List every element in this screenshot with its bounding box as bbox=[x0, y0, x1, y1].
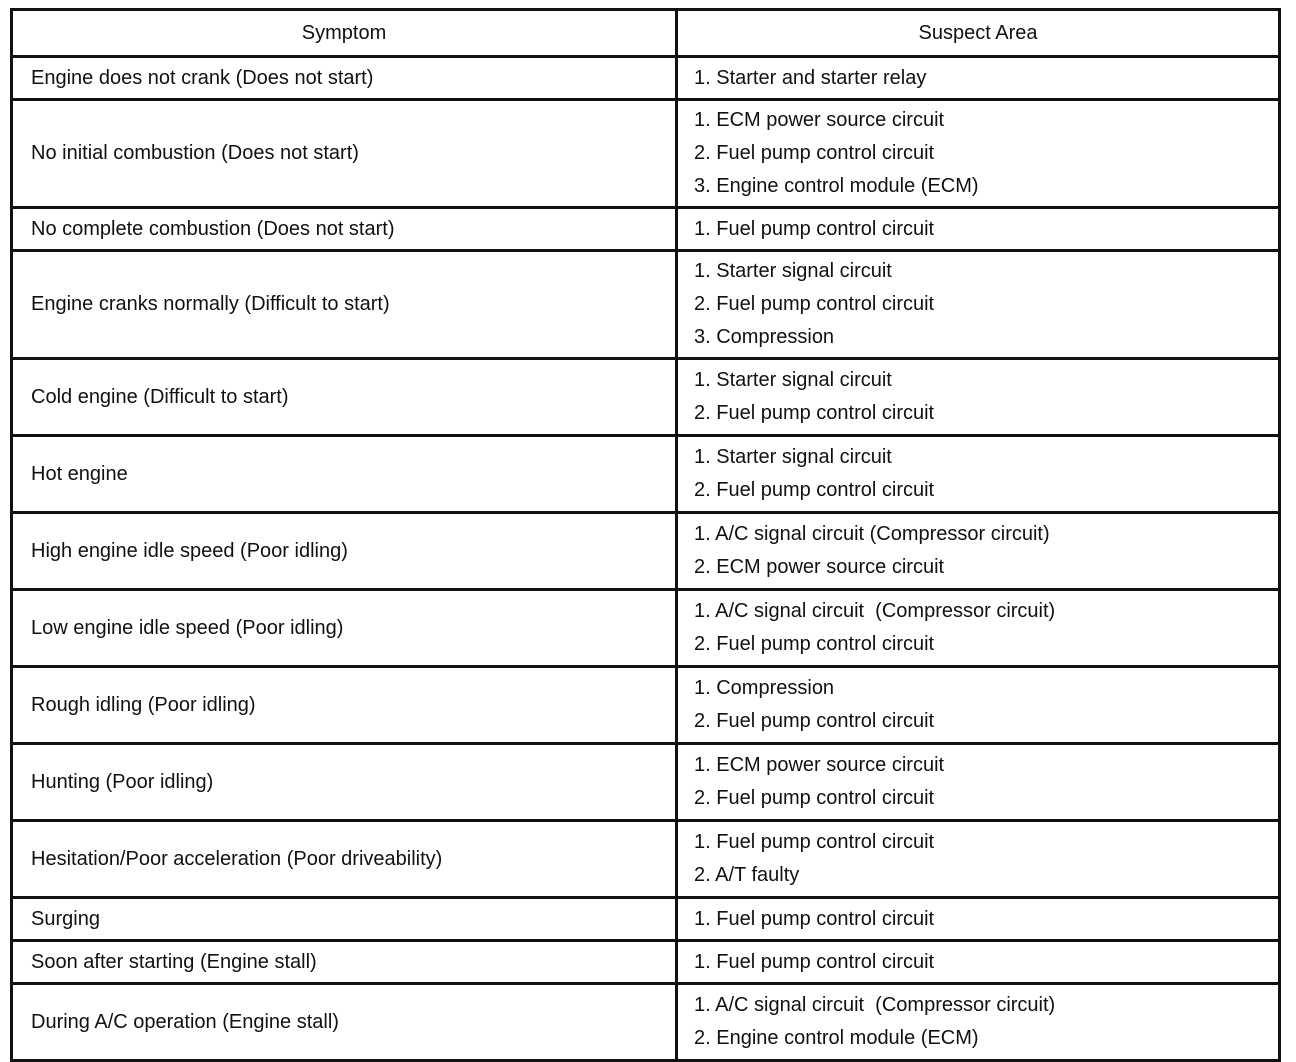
symptom-text: During A/C operation (Engine stall) bbox=[31, 1010, 339, 1033]
table-row bbox=[12, 590, 1280, 667]
table-row bbox=[12, 57, 1280, 100]
symptom-cell bbox=[12, 590, 677, 667]
table-row bbox=[12, 898, 1280, 941]
suspect-area-item: 3. Compression bbox=[694, 326, 835, 348]
suspect-area-item: 3. Engine control module (ECM) bbox=[694, 175, 979, 197]
symptom-cell bbox=[12, 667, 677, 744]
suspect-area-item: 1. Starter and starter relay bbox=[694, 66, 927, 89]
suspect-area-item: 1. Compression bbox=[694, 677, 835, 699]
table-body bbox=[12, 57, 1280, 1061]
suspect-area-item: 1. ECM power source circuit bbox=[694, 754, 945, 776]
suspect-area-cell bbox=[677, 941, 1280, 984]
symptom-cell bbox=[12, 941, 677, 984]
symptom-cell bbox=[12, 821, 677, 898]
suspect-area-item: 2. Fuel pump control circuit bbox=[694, 479, 935, 501]
suspect-area-cell bbox=[677, 359, 1280, 436]
suspect-area-item: 2. Fuel pump control circuit bbox=[694, 710, 935, 732]
suspect-area-item: 1. Starter signal circuit bbox=[694, 369, 892, 391]
table-row bbox=[12, 436, 1280, 513]
suspect-area-item: 1. A/C signal circuit (Compressor circuit) bbox=[694, 994, 1056, 1016]
suspect-area-cell bbox=[677, 57, 1280, 100]
suspect-area-cell bbox=[677, 898, 1280, 941]
suspect-area-item: 1. Fuel pump control circuit bbox=[694, 907, 935, 930]
suspect-area-cell bbox=[677, 984, 1280, 1061]
suspect-area-cell bbox=[677, 100, 1280, 208]
suspect-area-item: 2. Fuel pump control circuit bbox=[694, 293, 935, 315]
suspect-area-item: 1. A/C signal circuit (Compressor circuit) bbox=[694, 523, 1050, 545]
symptom-text: Engine cranks normally (Difficult to start) bbox=[31, 293, 390, 315]
symptom-cell bbox=[12, 436, 677, 513]
suspect-area-cell bbox=[677, 208, 1280, 251]
symptom-text: High engine idle speed (Poor idling) bbox=[31, 539, 348, 562]
symptom-column-header: Symptom bbox=[12, 10, 677, 57]
suspect-area-item: 2. Fuel pump control circuit bbox=[694, 633, 935, 655]
suspect-area-item: 1. A/C signal circuit (Compressor circuit) bbox=[694, 600, 1056, 622]
table-row bbox=[12, 208, 1280, 251]
suspect-area-item: 2. Engine control module (ECM) bbox=[694, 1027, 979, 1049]
symptom-text: Hesitation/Poor acceleration (Poor driveability) bbox=[31, 847, 443, 870]
suspect-area-item: 1. Starter signal circuit bbox=[694, 446, 892, 468]
table-row bbox=[12, 941, 1280, 984]
suspect-area-cell bbox=[677, 590, 1280, 667]
suspect-area-cell bbox=[677, 513, 1280, 590]
suspect-area-item: 1. Fuel pump control circuit bbox=[694, 217, 935, 240]
table-row bbox=[12, 359, 1280, 436]
table-header-row bbox=[12, 10, 1280, 57]
suspect-area-item: 1. Fuel pump control circuit bbox=[694, 831, 935, 853]
symptom-cell bbox=[12, 359, 677, 436]
symptom-cell bbox=[12, 251, 677, 359]
symptom-text: Soon after starting (Engine stall) bbox=[31, 950, 317, 973]
table-row bbox=[12, 821, 1280, 898]
suspect-area-column-header: Suspect Area bbox=[677, 10, 1280, 57]
symptom-cell bbox=[12, 100, 677, 208]
symptom-text: No initial combustion (Does not start) bbox=[31, 142, 359, 164]
suspect-area-item: 2. ECM power source circuit bbox=[694, 556, 945, 578]
symptom-cell bbox=[12, 744, 677, 821]
table-row bbox=[12, 984, 1280, 1061]
suspect-area-item: 1. ECM power source circuit bbox=[694, 109, 945, 131]
suspect-area-item: 1. Starter signal circuit bbox=[694, 260, 892, 282]
suspect-area-item: 2. Fuel pump control circuit bbox=[694, 787, 935, 809]
symptom-text: Hot engine bbox=[31, 462, 128, 485]
suspect-area-item: 2. Fuel pump control circuit bbox=[694, 402, 935, 424]
symptom-text: Engine does not crank (Does not start) bbox=[31, 66, 374, 89]
suspect-area-cell bbox=[677, 744, 1280, 821]
symptom-text: No complete combustion (Does not start) bbox=[31, 217, 395, 240]
suspect-area-item: 1. Fuel pump control circuit bbox=[694, 950, 935, 973]
suspect-area-item: 2. Fuel pump control circuit bbox=[694, 142, 935, 164]
symptom-text: Cold engine (Difficult to start) bbox=[31, 385, 289, 408]
symptom-cell bbox=[12, 984, 677, 1061]
symptom-text: Hunting (Poor idling) bbox=[31, 770, 214, 793]
suspect-area-cell bbox=[677, 436, 1280, 513]
table-row bbox=[12, 251, 1280, 359]
suspect-area-cell bbox=[677, 667, 1280, 744]
symptom-text: Surging bbox=[31, 907, 100, 930]
suspect-area-cell bbox=[677, 251, 1280, 359]
suspect-area-cell bbox=[677, 821, 1280, 898]
table-row bbox=[12, 744, 1280, 821]
table-row bbox=[12, 513, 1280, 590]
symptom-table bbox=[10, 8, 1281, 1062]
symptom-cell bbox=[12, 57, 677, 100]
table-row bbox=[12, 667, 1280, 744]
suspect-area-item: 2. A/T faulty bbox=[694, 864, 800, 886]
symptom-text: Low engine idle speed (Poor idling) bbox=[31, 616, 344, 639]
table-row bbox=[12, 100, 1280, 208]
symptom-text: Rough idling (Poor idling) bbox=[31, 693, 256, 716]
symptom-cell bbox=[12, 898, 677, 941]
symptom-cell bbox=[12, 513, 677, 590]
symptom-cell bbox=[12, 208, 677, 251]
symptom-table-container bbox=[10, 8, 1278, 1062]
